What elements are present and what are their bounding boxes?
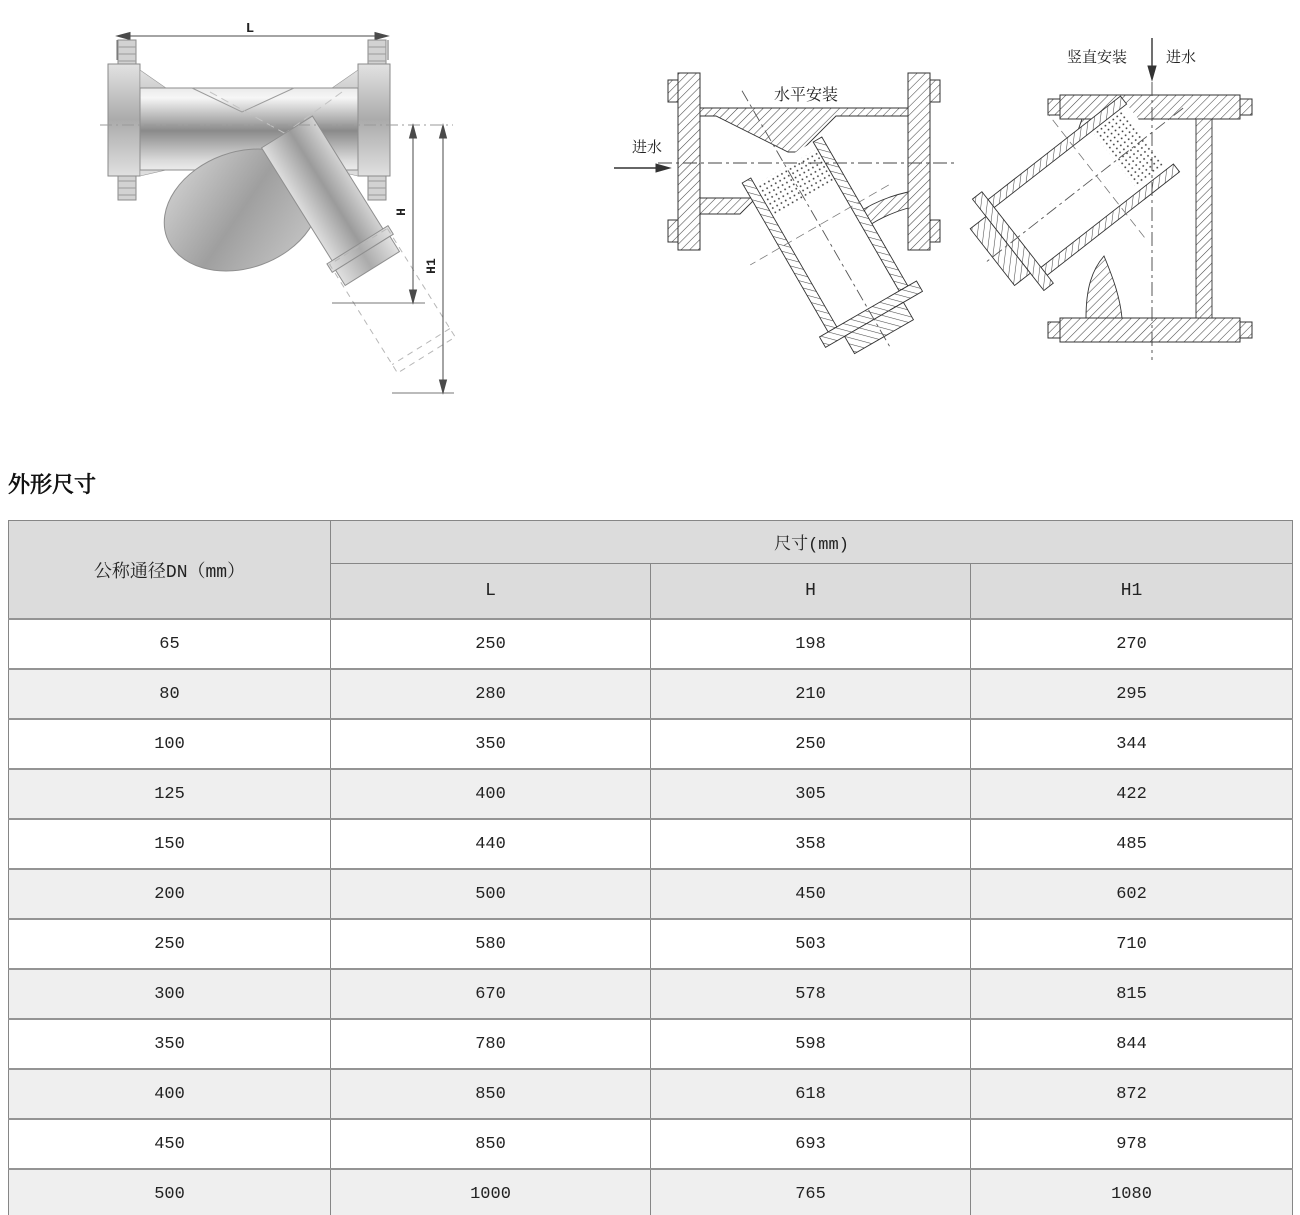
cell-h: 358 [651,819,971,869]
horizontal-install-drawing [602,40,962,385]
cell-l: 850 [331,1119,651,1169]
cell-h1: 815 [971,969,1293,1019]
dimensions-table [8,520,1293,1215]
cell-dn: 125 [9,769,331,819]
cell-h: 503 [651,919,971,969]
inlet-label: 进水 [631,139,663,156]
section-title: 外形尺寸 [8,473,97,498]
cell-l: 400 [331,769,651,819]
cell-h1: 978 [971,1119,1293,1169]
cell-l: 350 [331,719,651,769]
table-row [9,1019,1293,1069]
inlet-arrow [1148,38,1156,80]
cell-h1: 295 [971,669,1293,719]
strainer-dimension-drawing [92,14,464,416]
cell-h: 450 [651,869,971,919]
cell-h: 693 [651,1119,971,1169]
table-row [9,669,1293,719]
header-L: L [331,564,651,620]
cell-dn: 65 [9,619,331,669]
table-row [9,819,1293,869]
cell-h: 250 [651,719,971,769]
inlet-label: 进水 [1166,49,1197,66]
cell-h: 578 [651,969,971,1019]
cell-h1: 270 [971,619,1293,669]
cell-h: 305 [651,769,971,819]
cell-h: 210 [651,669,971,719]
cell-l: 500 [331,869,651,919]
cell-l: 280 [331,669,651,719]
cell-dn: 400 [9,1069,331,1119]
cell-dn: 80 [9,669,331,719]
cell-h1: 844 [971,1019,1293,1069]
cell-h: 198 [651,619,971,669]
cell-h1: 602 [971,869,1293,919]
header-dn: 公称通径DN（mm） [9,521,331,620]
cell-h1: 485 [971,819,1293,869]
table-row [9,969,1293,1019]
table-row [9,619,1293,669]
cell-h1: 344 [971,719,1293,769]
cell-l: 850 [331,1069,651,1119]
table-row [9,719,1293,769]
cell-dn: 100 [9,719,331,769]
cell-l: 780 [331,1019,651,1069]
dim-H-label: H [394,208,409,216]
dim-L-label: L [245,21,255,37]
table-row [9,919,1293,969]
cell-dn: 350 [9,1019,331,1069]
horizontal-install-title: 水平安装 [773,87,839,104]
table-row [9,1119,1293,1169]
cell-l: 440 [331,819,651,869]
cell-l: 670 [331,969,651,1019]
cell-l: 250 [331,619,651,669]
table-row [9,769,1293,819]
cell-h: 618 [651,1069,971,1119]
cell-dn: 450 [9,1119,331,1169]
cell-dn: 300 [9,969,331,1019]
cell-h1: 1080 [971,1169,1293,1215]
cell-dn: 150 [9,819,331,869]
cell-dn: 500 [9,1169,331,1215]
header-H1: H1 [971,564,1293,620]
dim-H1-label: H1 [424,258,439,274]
table-row [9,1169,1293,1215]
table-header-row [9,521,1293,564]
table-row [9,1069,1293,1119]
cell-h: 598 [651,1019,971,1069]
cell-h1: 872 [971,1069,1293,1119]
vertical-install-title: 竖直安装 [1066,49,1128,66]
cell-h: 765 [651,1169,971,1215]
cell-dn: 200 [9,869,331,919]
cell-h1: 710 [971,919,1293,969]
inlet-arrow [614,164,670,172]
cell-l: 580 [331,919,651,969]
header-size-group: 尺寸(mm) [331,521,1293,564]
cell-h1: 422 [971,769,1293,819]
vertical-install-drawing [958,16,1288,368]
cell-l: 1000 [331,1169,651,1215]
table-row [9,869,1293,919]
header-H: H [651,564,971,620]
cell-dn: 250 [9,919,331,969]
